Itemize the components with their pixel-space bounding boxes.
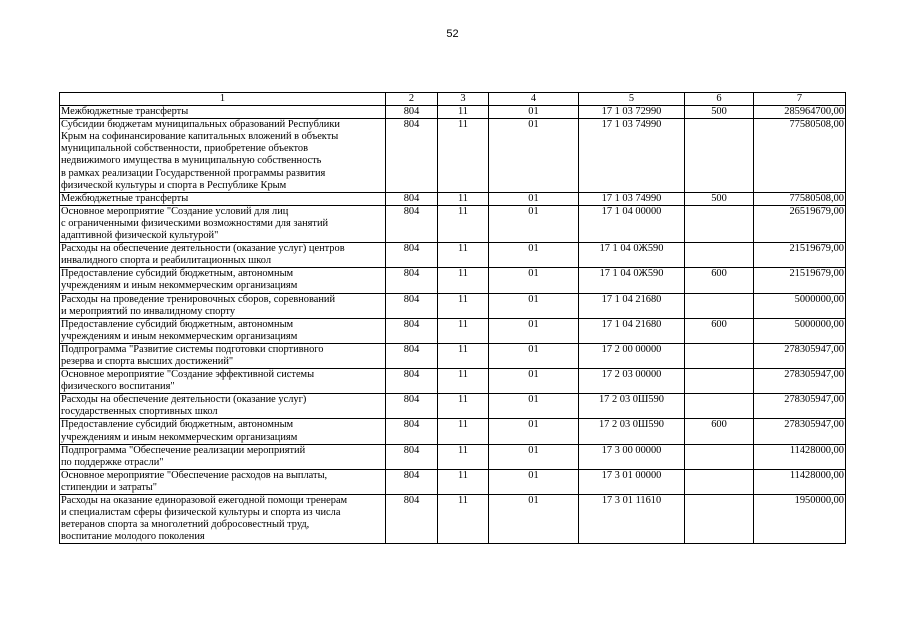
- row-section-cell: 11: [438, 192, 489, 205]
- row-subsection-cell: 01: [489, 369, 579, 394]
- row-section-cell: 11: [438, 343, 489, 368]
- table-row: [60, 243, 846, 268]
- header-col-7: 7: [754, 93, 846, 106]
- table-row: [60, 343, 846, 368]
- row-subsection-cell: 01: [489, 119, 579, 193]
- row-section-cell: 11: [438, 243, 489, 268]
- header-col-2: 2: [386, 93, 438, 106]
- row-expense-type-cell: 600: [685, 268, 754, 293]
- row-target-article-cell: 17 2 03 0Ш590: [579, 394, 685, 419]
- row-amount-cell: 77580508,00: [754, 119, 846, 193]
- page-number: 52: [446, 28, 459, 40]
- row-grbs-cell: 804: [386, 268, 438, 293]
- row-expense-type-cell: [685, 495, 754, 544]
- row-amount-cell: 278305947,00: [754, 419, 846, 444]
- row-grbs-cell: 804: [386, 419, 438, 444]
- row-grbs-cell: 804: [386, 293, 438, 318]
- row-name-cell: Предоставление субсидий бюджетным, автономным учреждениям и иным некоммерческим организациям: [60, 419, 386, 444]
- row-subsection-cell: 01: [489, 495, 579, 544]
- table-row: [60, 444, 846, 469]
- row-grbs-cell: 804: [386, 243, 438, 268]
- row-expense-type-cell: [685, 394, 754, 419]
- row-section-cell: 11: [438, 318, 489, 343]
- row-target-article-cell: 17 1 04 21680: [579, 318, 685, 343]
- row-target-article-cell: 17 1 04 00000: [579, 205, 685, 242]
- row-target-article-cell: 17 3 00 00000: [579, 444, 685, 469]
- row-subsection-cell: 01: [489, 268, 579, 293]
- row-name-cell: Предоставление субсидий бюджетным, автономным учреждениям и иным некоммерческим организациям: [60, 268, 386, 293]
- table-row: [60, 369, 846, 394]
- row-target-article-cell: 17 2 03 0Ш590: [579, 419, 685, 444]
- row-expense-type-cell: [685, 119, 754, 193]
- row-name-cell: Основное мероприятие "Обеспечение расходов на выплаты, стипендии и затраты": [60, 469, 386, 494]
- row-target-article-cell: 17 3 01 11610: [579, 495, 685, 544]
- header-col-1: 1: [60, 93, 386, 106]
- row-name-cell: Субсидии бюджетам муниципальных образований Республики Крым на софинансирование капитальных вложений в объекты муниципальной собственности, приобретение объектов недвижимого имущества в муниципальную собственность в рамках реализации Государственной программы развития физической культуры и спорта в Республике Крым: [60, 119, 386, 193]
- row-target-article-cell: 17 1 03 72990: [579, 106, 685, 119]
- row-target-article-cell: 17 1 04 0Ж590: [579, 243, 685, 268]
- row-name-cell: Основное мероприятие "Создание эффективной системы физического воспитания": [60, 369, 386, 394]
- row-amount-cell: 11428000,00: [754, 444, 846, 469]
- row-target-article-cell: 17 1 03 74990: [579, 119, 685, 193]
- row-amount-cell: 26519679,00: [754, 205, 846, 242]
- header-col-4: 4: [489, 93, 579, 106]
- row-expense-type-cell: 500: [685, 192, 754, 205]
- row-grbs-cell: 804: [386, 119, 438, 193]
- row-name-cell: Расходы на обеспечение деятельности (оказание услуг) государственных спортивных школ: [60, 394, 386, 419]
- row-name-cell: Расходы на оказание единоразовой ежегодной помощи тренерам и специалистам сферы физической культуры и спорта из числа ветеранов спорта за многолетний добросовестный труд, воспитание молодого поколения: [60, 495, 386, 544]
- row-amount-cell: 77580508,00: [754, 192, 846, 205]
- row-subsection-cell: 01: [489, 243, 579, 268]
- row-amount-cell: 11428000,00: [754, 469, 846, 494]
- row-grbs-cell: 804: [386, 444, 438, 469]
- row-target-article-cell: 17 1 03 74990: [579, 192, 685, 205]
- row-subsection-cell: 01: [489, 318, 579, 343]
- row-subsection-cell: 01: [489, 205, 579, 242]
- row-grbs-cell: 804: [386, 192, 438, 205]
- table-row: [60, 318, 846, 343]
- row-name-cell: Межбюджетные трансферты: [60, 106, 386, 119]
- row-expense-type-cell: [685, 369, 754, 394]
- row-grbs-cell: 804: [386, 495, 438, 544]
- row-subsection-cell: 01: [489, 106, 579, 119]
- row-name-cell: Подпрограмма "Развитие системы подготовки спортивного резерва и спорта высших достижений": [60, 343, 386, 368]
- table-row: [60, 293, 846, 318]
- row-expense-type-cell: [685, 469, 754, 494]
- row-name-cell: Основное мероприятие "Создание условий для лиц с ограниченными физическими возможностями для занятий адаптивной физической культурой": [60, 205, 386, 242]
- header-col-5: 5: [579, 93, 685, 106]
- row-section-cell: 11: [438, 394, 489, 419]
- row-name-cell: Межбюджетные трансферты: [60, 192, 386, 205]
- row-expense-type-cell: 600: [685, 318, 754, 343]
- row-name-cell: Подпрограмма "Обеспечение реализации мероприятий по поддержке отрасли": [60, 444, 386, 469]
- table-row: [60, 495, 846, 544]
- row-section-cell: 11: [438, 419, 489, 444]
- table-row: [60, 469, 846, 494]
- row-amount-cell: 278305947,00: [754, 394, 846, 419]
- table-row: [60, 394, 846, 419]
- row-subsection-cell: 01: [489, 469, 579, 494]
- row-section-cell: 11: [438, 444, 489, 469]
- row-target-article-cell: 17 1 04 0Ж590: [579, 268, 685, 293]
- table-body: [60, 106, 846, 544]
- row-subsection-cell: 01: [489, 293, 579, 318]
- header-col-3: 3: [438, 93, 489, 106]
- row-section-cell: 11: [438, 268, 489, 293]
- row-expense-type-cell: [685, 343, 754, 368]
- row-grbs-cell: 804: [386, 394, 438, 419]
- row-expense-type-cell: 500: [685, 106, 754, 119]
- row-expense-type-cell: [685, 444, 754, 469]
- table-row: [60, 419, 846, 444]
- row-grbs-cell: 804: [386, 106, 438, 119]
- table-row: [60, 106, 846, 119]
- row-amount-cell: 5000000,00: [754, 293, 846, 318]
- row-amount-cell: 285964700,00: [754, 106, 846, 119]
- row-subsection-cell: 01: [489, 394, 579, 419]
- row-target-article-cell: 17 3 01 00000: [579, 469, 685, 494]
- row-expense-type-cell: 600: [685, 419, 754, 444]
- row-amount-cell: 21519679,00: [754, 268, 846, 293]
- row-amount-cell: 278305947,00: [754, 369, 846, 394]
- row-grbs-cell: 804: [386, 469, 438, 494]
- row-section-cell: 11: [438, 106, 489, 119]
- row-subsection-cell: 01: [489, 343, 579, 368]
- row-grbs-cell: 804: [386, 205, 438, 242]
- header-row: [60, 93, 846, 106]
- row-expense-type-cell: [685, 293, 754, 318]
- row-amount-cell: 1950000,00: [754, 495, 846, 544]
- table-header: [60, 93, 846, 106]
- table-row: [60, 268, 846, 293]
- row-grbs-cell: 804: [386, 343, 438, 368]
- row-section-cell: 11: [438, 369, 489, 394]
- row-amount-cell: 21519679,00: [754, 243, 846, 268]
- row-amount-cell: 278305947,00: [754, 343, 846, 368]
- row-section-cell: 11: [438, 205, 489, 242]
- row-section-cell: 11: [438, 293, 489, 318]
- row-section-cell: 11: [438, 495, 489, 544]
- row-subsection-cell: 01: [489, 192, 579, 205]
- row-amount-cell: 5000000,00: [754, 318, 846, 343]
- row-grbs-cell: 804: [386, 369, 438, 394]
- row-section-cell: 11: [438, 119, 489, 193]
- row-grbs-cell: 804: [386, 318, 438, 343]
- row-subsection-cell: 01: [489, 444, 579, 469]
- budget-table: [59, 92, 846, 544]
- row-name-cell: Расходы на обеспечение деятельности (оказание услуг) центров инвалидного спорта и реабилитационных школ: [60, 243, 386, 268]
- row-name-cell: Предоставление субсидий бюджетным, автономным учреждениям и иным некоммерческим организациям: [60, 318, 386, 343]
- header-col-6: 6: [685, 93, 754, 106]
- row-expense-type-cell: [685, 205, 754, 242]
- row-subsection-cell: 01: [489, 419, 579, 444]
- table-row: [60, 192, 846, 205]
- row-expense-type-cell: [685, 243, 754, 268]
- table-row: [60, 205, 846, 242]
- row-section-cell: 11: [438, 469, 489, 494]
- row-name-cell: Расходы на проведение тренировочных сборов, соревнований и мероприятий по инвалидному спорту: [60, 293, 386, 318]
- table-row: [60, 119, 846, 193]
- row-target-article-cell: 17 2 00 00000: [579, 343, 685, 368]
- row-target-article-cell: 17 2 03 00000: [579, 369, 685, 394]
- row-target-article-cell: 17 1 04 21680: [579, 293, 685, 318]
